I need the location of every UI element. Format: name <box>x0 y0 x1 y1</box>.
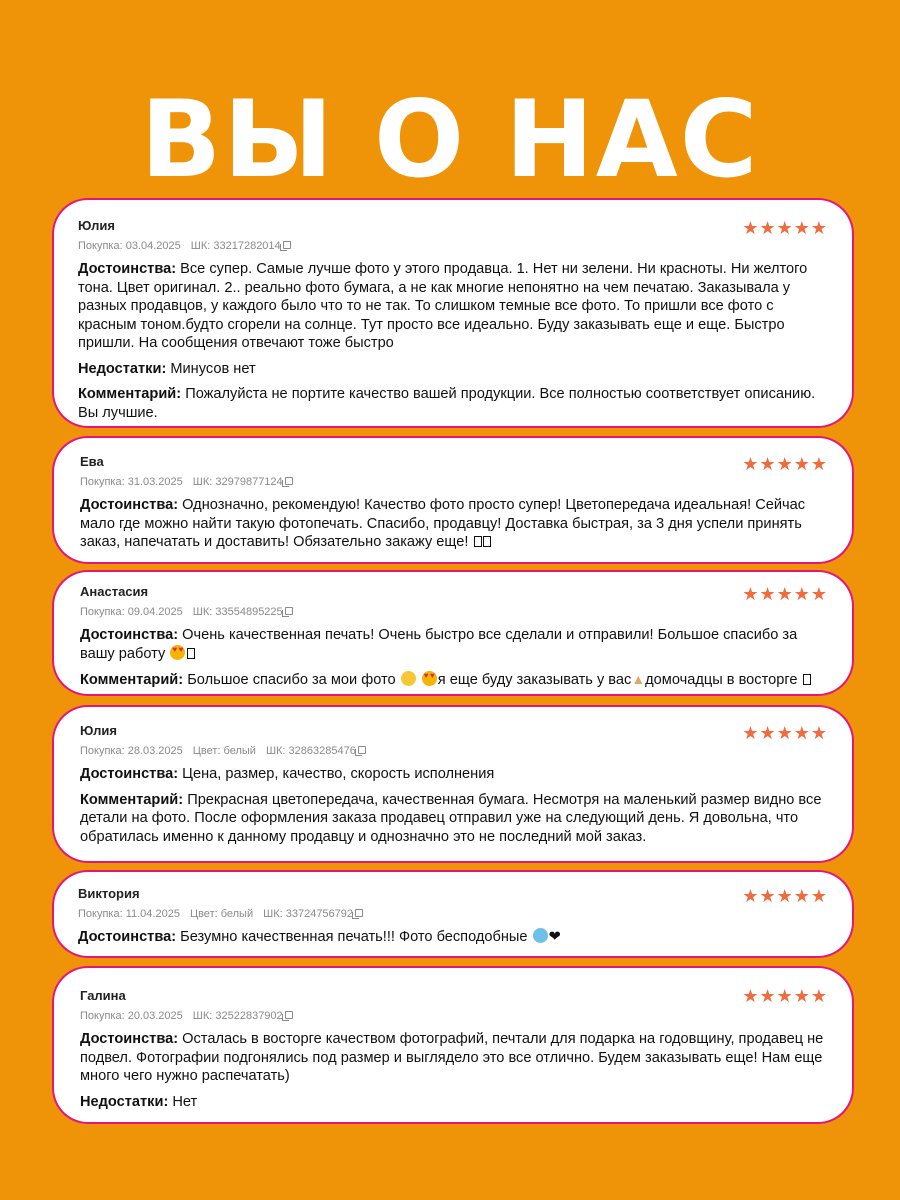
rating-stars: ★★★★★ <box>742 584 828 604</box>
pros-label: Достоинства: <box>80 766 179 782</box>
review-cons <box>80 1093 826 1112</box>
sku[interactable]: ШК: 33724756792 <box>263 908 363 920</box>
purchase-date: Покупка: 31.03.2025 <box>80 476 183 488</box>
pros-label: Достоинства: <box>78 261 177 277</box>
heart-icon: ❤ <box>548 929 561 945</box>
copy-icon[interactable] <box>285 1011 293 1019</box>
copy-icon[interactable] <box>358 746 366 754</box>
pros-text: Цена, размер, качество, скорость исполнения <box>182 766 495 782</box>
review-comment <box>80 791 826 847</box>
review-pros <box>80 1030 826 1086</box>
pros-label: Достоинства: <box>80 627 179 643</box>
reviewer-name: Галина <box>80 988 126 1003</box>
sku[interactable]: ШК: 33217282014 <box>191 240 291 252</box>
cons-label: Недостатки: <box>78 360 167 377</box>
praying-hands-icon: ▲ <box>631 671 646 687</box>
purchase-date: Покупка: 20.03.2025 <box>80 1010 183 1022</box>
cons-text: Нет <box>172 1093 198 1110</box>
rating-stars: ★★★★★ <box>742 218 828 238</box>
missing-glyph-icon <box>483 536 491 547</box>
pros-label: Достоинства: <box>80 497 179 513</box>
review-card <box>56 574 850 692</box>
review-comment <box>78 385 826 422</box>
rating-stars: ★★★★★ <box>742 454 828 474</box>
review-meta <box>80 475 826 489</box>
cons-text: Минусов нет <box>170 360 256 377</box>
rating-stars: ★★★★★ <box>742 886 828 906</box>
review-meta <box>78 239 826 253</box>
review-meta <box>80 1009 826 1023</box>
rating-stars: ★★★★★ <box>742 986 828 1006</box>
comment-text: домочадцы в восторге <box>645 672 798 688</box>
review-pros <box>78 928 826 947</box>
color: Цвет: белый <box>192 745 256 757</box>
copy-icon[interactable] <box>285 607 293 615</box>
copy-icon[interactable] <box>285 477 293 485</box>
comment-text: Прекрасная цветопередача, качественная бумага. Несмотря на маленький размер видно все детали на фото. После оформления заказа продавец отправил уже на следующий день. Я довольна, что обратилась именно к данному продавцу и однозначно это не последний мой заказ. <box>80 791 822 845</box>
smile-emoji-icon <box>401 671 416 686</box>
copy-icon[interactable] <box>355 909 363 917</box>
pros-text: Безумно качественная печать!!! Фото бесподобные <box>180 929 528 945</box>
purchase-date: Покупка: 28.03.2025 <box>80 745 183 757</box>
review-pros <box>80 765 826 784</box>
pros-text: Очень качественная печать! Очень быстро все сделали и отправили! Большое спасибо за вашу работу <box>80 627 798 662</box>
comment-text: я еще буду заказывать у вас <box>437 672 632 688</box>
reviewer-name: Виктория <box>78 886 140 901</box>
comment-label: Комментарий: <box>78 386 182 402</box>
comment-text: Пожалуйста не портите качество вашей продукции. Все полностью соответствует описанию. Вы лучшие. <box>78 386 816 421</box>
review-meta <box>78 907 826 921</box>
purchase-date: Покупка: 09.04.2025 <box>80 606 183 618</box>
review-card <box>56 874 850 954</box>
color: Цвет: белый <box>189 908 254 920</box>
pros-label: Достоинства: <box>80 1031 179 1047</box>
sku[interactable]: ШК: 32979877124 <box>193 476 293 488</box>
review-pros <box>78 260 826 353</box>
heart-eyes-emoji-icon <box>170 645 185 660</box>
pros-text: Осталась в восторге качеством фотографий, печтали для подарка на годовщину, продавец не подвел. Фотографии подгонялись под размер и выглядело это все отлично. Будем заказывать еще! Нам еще много чего нужно распечатать) <box>80 1031 824 1084</box>
review-card <box>56 709 850 859</box>
missing-glyph-icon <box>474 536 482 547</box>
missing-glyph-icon <box>803 674 811 685</box>
pros-text: Однозначно, рекомендую! Качество фото просто супер! Цветопередача идеальная! Сейчас мало где можно найти такую фотопечать. Спасибо, продавцу! Доставка быстрая, за 3 дня успели принять заказ, напечатать и доставить! Обязательно закажу еще! <box>80 497 806 550</box>
review-card <box>56 440 850 560</box>
comment-label: Комментарий: <box>80 791 184 808</box>
reviewer-name: Ева <box>80 454 104 469</box>
review-comment <box>80 670 826 690</box>
review-meta <box>80 744 826 758</box>
review-card <box>56 202 850 424</box>
sku[interactable]: ШК: 32863285476 <box>266 745 366 757</box>
comment-label: Комментарий: <box>80 672 184 688</box>
purchase-date: Покупка: 11.04.2025 <box>78 908 180 920</box>
reviewer-name: Юлия <box>78 218 115 233</box>
page-title: ВЫ О НАС <box>140 78 760 201</box>
reviewer-name: Анастасия <box>80 584 149 599</box>
purchase-date: Покупка: 03.04.2025 <box>78 240 181 252</box>
pros-label: Достоинства: <box>78 929 177 945</box>
review-pros <box>80 496 826 552</box>
review-card <box>56 970 850 1120</box>
cons-label: Недостатки: <box>80 1093 169 1110</box>
missing-glyph-icon <box>187 648 195 659</box>
copy-icon[interactable] <box>283 241 291 249</box>
crying-emoji-icon <box>533 928 548 943</box>
review-pros <box>80 626 826 663</box>
rating-stars: ★★★★★ <box>742 723 828 743</box>
pros-text: Все супер. Самые лучше фото у этого продавца. 1. Нет ни зелени. Ни красноты. Ни желтого тона. Цвет оригинал. 2.. реально фото бумага, а не как многие непонятно на чем печатаю. Заказывала у разных продавцов, у каждого было что то не так. То слишком темные все фото. То пришли все фото с красным тоном.будто сгорели на солнце. Тут просто все идеально. Буду заказывать еще и еще. Быстро пришли. На сообщения отвечают тоже быстро <box>78 261 808 351</box>
review-cons <box>78 360 826 379</box>
sku[interactable]: ШК: 32522837902 <box>193 1010 293 1022</box>
review-meta <box>80 605 826 619</box>
heart-eyes-emoji-icon <box>422 671 437 686</box>
reviewer-name: Юлия <box>80 723 117 738</box>
sku[interactable]: ШК: 33554895225 <box>193 606 293 618</box>
comment-text: Большое спасибо за мои фото <box>187 672 396 688</box>
